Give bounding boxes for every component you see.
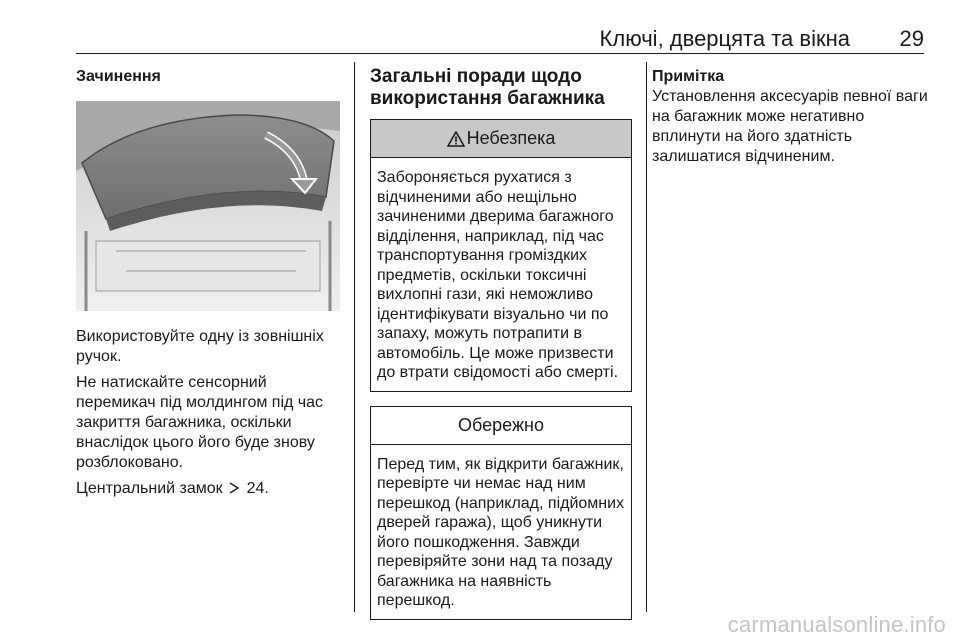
note-text: Установлення аксесуарів певної ваги на багажник може негативно вплинути на його здатність залишатися відчиненим.	[652, 88, 928, 165]
paragraph-touch-switch: Не натискайте сенсорний перемикач під молдингом під час закриття багажника, оскільки внаслідок цього його буде знову розблоковано.	[76, 374, 324, 471]
watermark: carmanualsonline.info	[727, 612, 946, 637]
column-general-advice	[370, 62, 632, 634]
chapter-title: Ключі, дверцята та вікна	[599, 26, 850, 51]
warning-triangle-icon	[447, 131, 465, 147]
section-heading-closing: Зачинення	[76, 68, 161, 85]
column-divider-right	[646, 62, 647, 612]
column-divider-left	[354, 62, 355, 612]
xref-page[interactable]: 24.	[246, 480, 269, 497]
column-closing	[76, 62, 340, 505]
caution-box-header	[371, 407, 631, 445]
danger-body: Забороняється рухатися з відчиненими або нещільно зачиненими дверима багажного відділення, наприклад, під час транспортування громіздких предметів, оскільки токсичні вихлопні гази, які неможливо ідентифікувати візуально чи по запаху, можуть потрапити в автомобіль. Це може призвести до втрати свідомості або смерті.	[377, 169, 619, 381]
danger-box-header	[371, 120, 631, 158]
tailgate-closing-photo	[76, 101, 340, 311]
danger-box	[370, 119, 632, 392]
header-rule	[76, 53, 924, 54]
paragraph-use-handles: Використовуйте одну із зовнішніх ручок.	[76, 328, 324, 365]
column-note	[652, 62, 930, 167]
caution-title: Обережно	[458, 414, 544, 435]
caution-box	[370, 406, 632, 620]
page-reference-icon	[229, 482, 240, 494]
paragraph-central-lock-ref	[76, 479, 340, 499]
caution-body: Перед тим, як відкрити багажник, перевірте чи немає над ним перешкод (наприклад, підйомних дверей гаража), щоб уникнути його пошкодження. Завжди перевіряйте зони над та позаду багажника на наявність перешкод.	[377, 455, 625, 609]
page-number: 29	[899, 26, 924, 51]
xref-text: Центральний замок	[76, 480, 223, 497]
tailgate-illustration	[76, 101, 340, 311]
note-heading: Примітка	[652, 68, 725, 85]
section-heading-general-advice: Загальні поради щодо використання багажника	[370, 66, 605, 109]
danger-title: Небезпека	[466, 128, 556, 148]
